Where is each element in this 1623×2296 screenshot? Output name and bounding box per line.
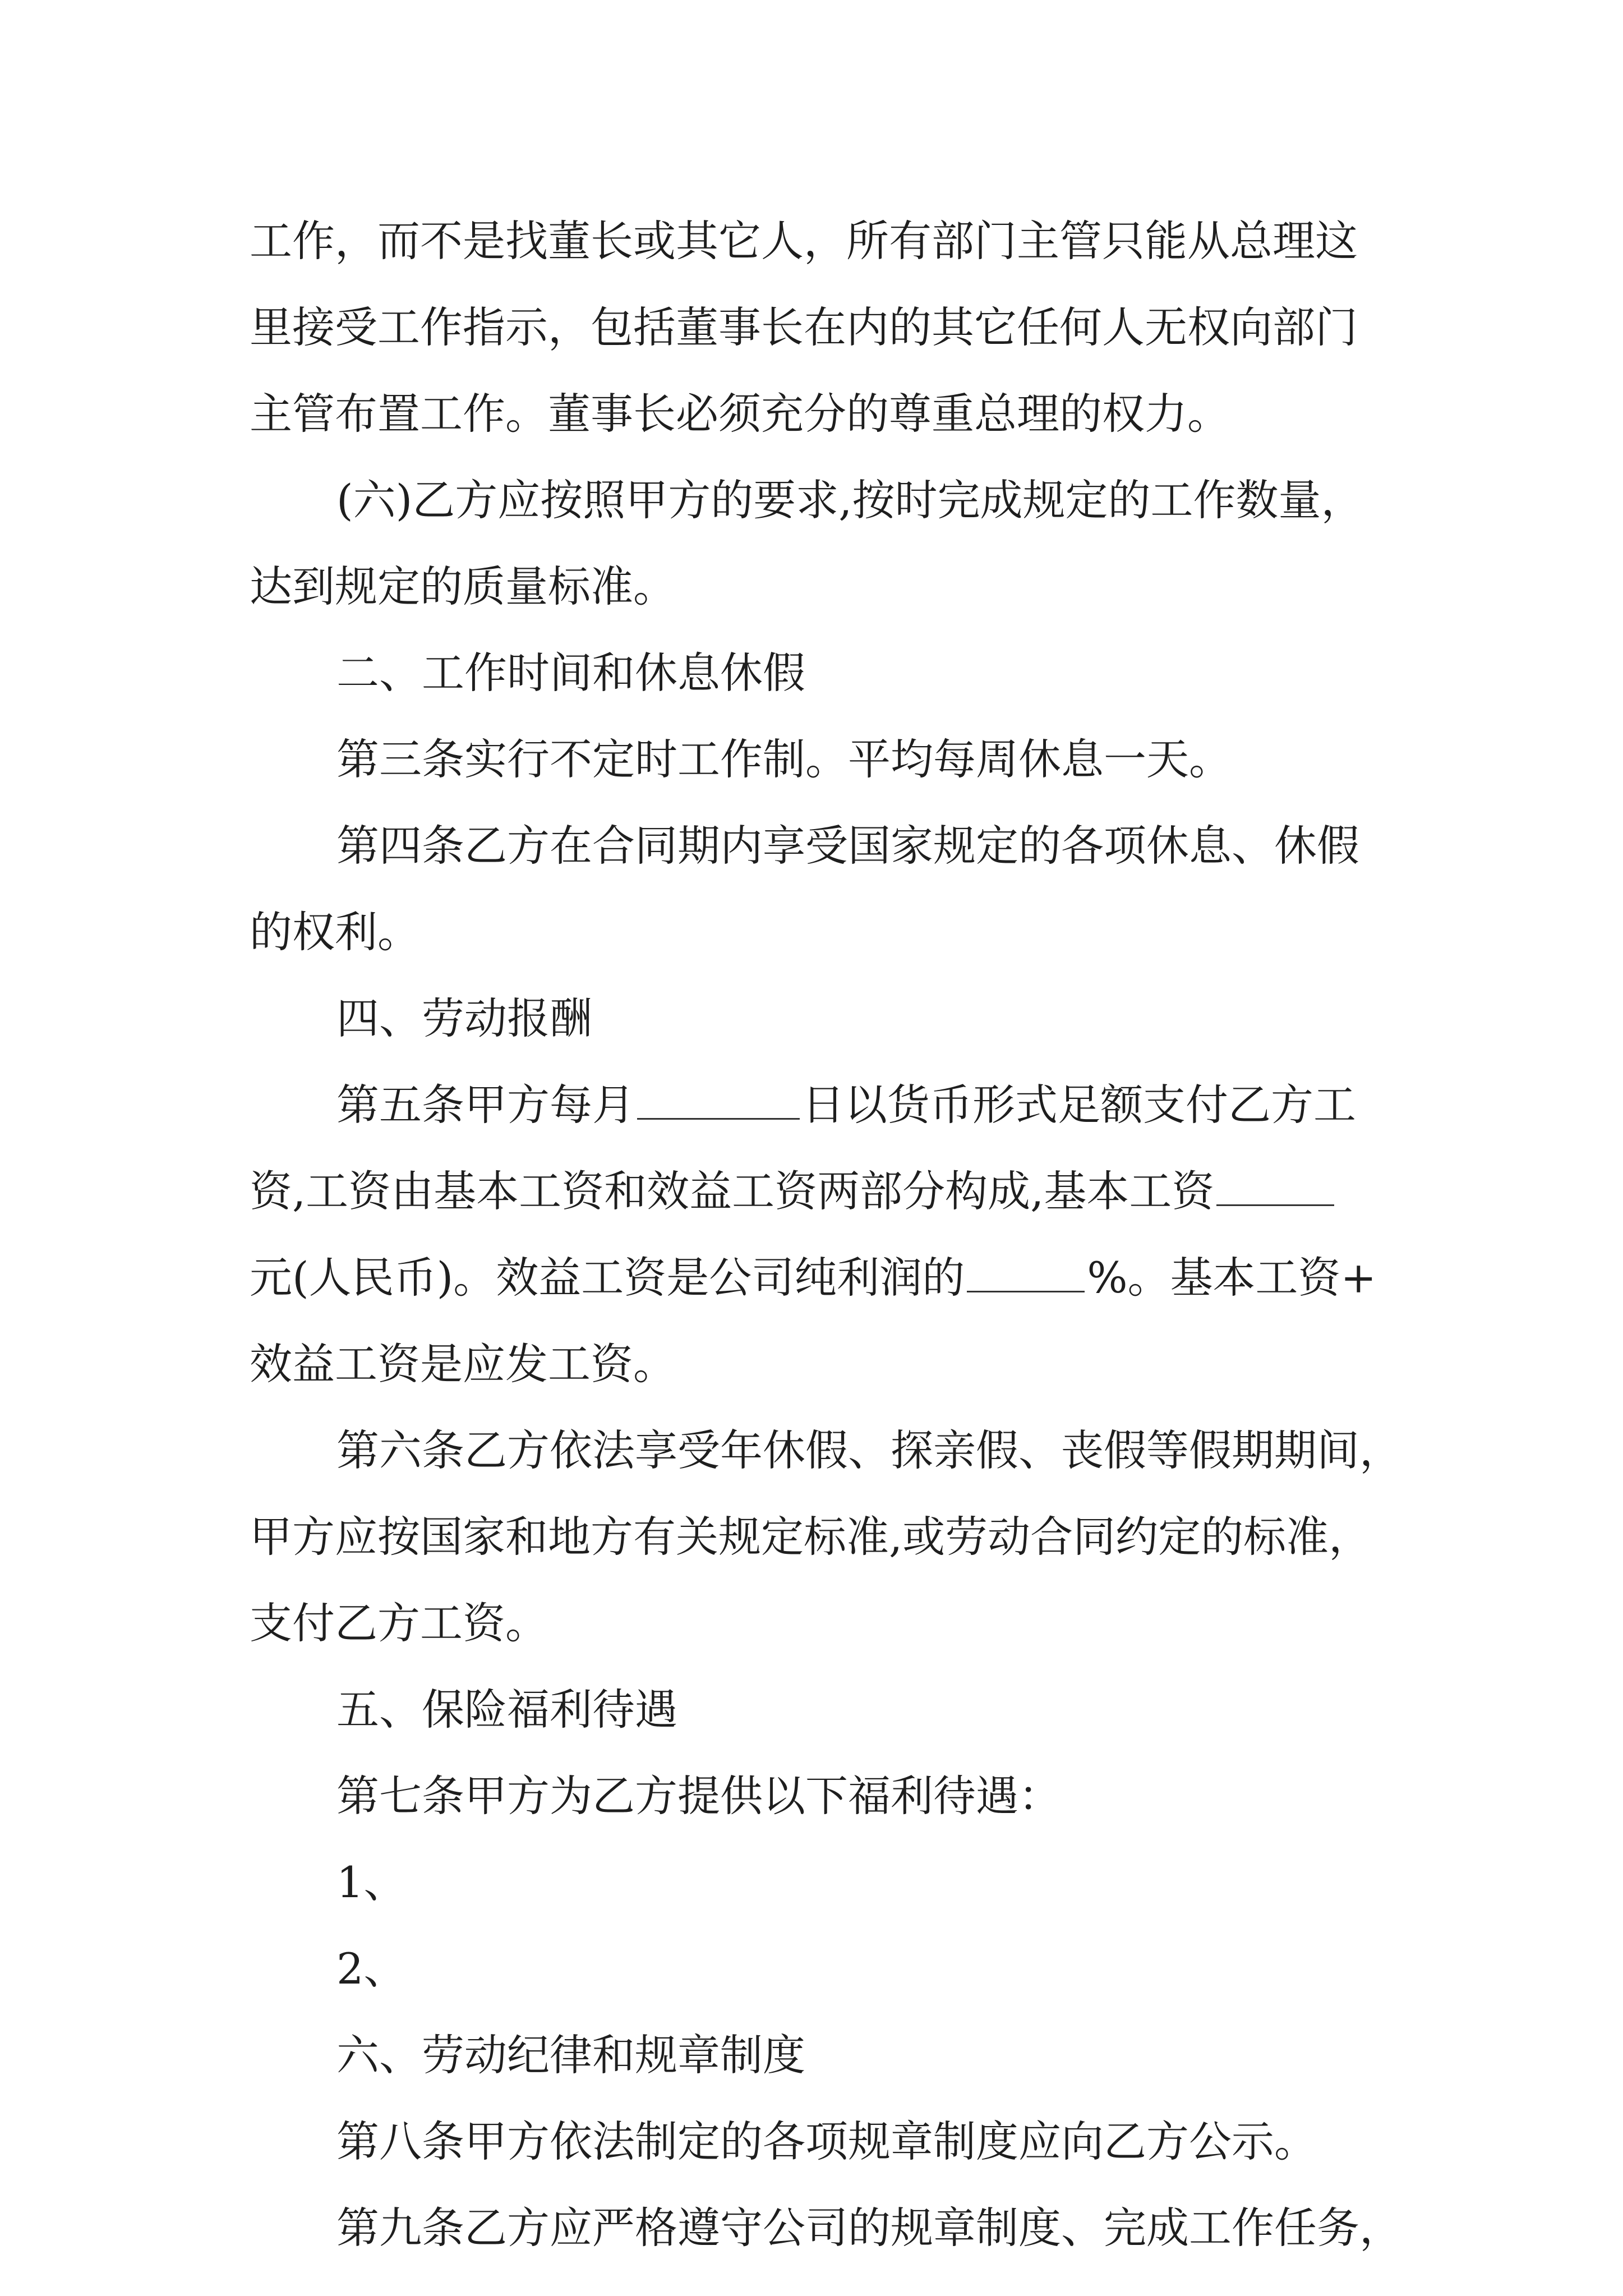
section-heading: 六、劳动纪律和规章制度: [336, 2030, 805, 2080]
paragraph-line: 甲方应按国家和地方有关规定标准,或劳动合同约定的标准，: [250, 1512, 1372, 1562]
list-item: 1、: [336, 1857, 407, 1907]
wage-text: 日以货币形式足额支付乙方工: [802, 1080, 1356, 1130]
paragraph-line: 第六条乙方依法享受年休假、探亲假、丧假等假期期间，: [336, 1425, 1402, 1475]
wage-clause-line: [250, 1163, 1336, 1220]
paragraph-line: 第八条甲方依法制定的各项规章制度应向乙方公示。: [336, 2116, 1317, 2166]
wage-text: 第五条甲方每月: [336, 1080, 635, 1130]
base-salary-blank: [1216, 1166, 1334, 1206]
paragraph-line: 第四条乙方在合同期内享受国家规定的各项休息、休假: [336, 821, 1359, 871]
paragraph-line: 的权利。: [250, 907, 420, 957]
paragraph-line: 第三条实行不定时工作制。平均每周休息一天。: [336, 734, 1232, 784]
paragraph-line: 第九条乙方应严格遵守公司的规章制度、完成工作任务，: [336, 2203, 1402, 2253]
wage-text: 元(人民币)。效益工资是公司纯利润的: [250, 1253, 965, 1303]
section-heading: 五、保险福利待遇: [336, 1685, 677, 1734]
pay-day-blank: [637, 1080, 800, 1120]
paragraph-line: 达到规定的质量标准。: [250, 562, 676, 611]
section-heading: 四、劳动报酬: [336, 993, 592, 1043]
wage-clause-line: [336, 1077, 1356, 1133]
profit-percent-blank: [967, 1253, 1085, 1292]
paragraph-line: 第七条甲方为乙方提供以下福利待遇：: [336, 1771, 1061, 1821]
paragraph-line: 工作，而不是找董长或其它人，所有部门主管只能从总理这: [250, 216, 1358, 266]
wage-text: %。基本工资+: [1087, 1253, 1377, 1303]
paragraph-line: (六)乙方应按照甲方的要求,按时完成规定的工作数量，: [336, 475, 1364, 525]
section-heading: 二、工作时间和休息休假: [336, 648, 805, 698]
wage-text: 资,工资由基本工资和效益工资两部分构成,基本工资: [250, 1166, 1215, 1216]
paragraph-line: 主管布置工作。董事长必须充分的尊重总理的权力。: [250, 389, 1230, 439]
list-item: 2、: [336, 1944, 407, 1994]
paragraph-line: 支付乙方工资。: [250, 1598, 548, 1648]
paragraph-line: 里接受工作指示，包括董事长在内的其它任何人无权向部门: [250, 302, 1358, 352]
wage-clause-line: [250, 1250, 1376, 1306]
wage-clause-line: 效益工资是应发工资。: [250, 1339, 676, 1389]
